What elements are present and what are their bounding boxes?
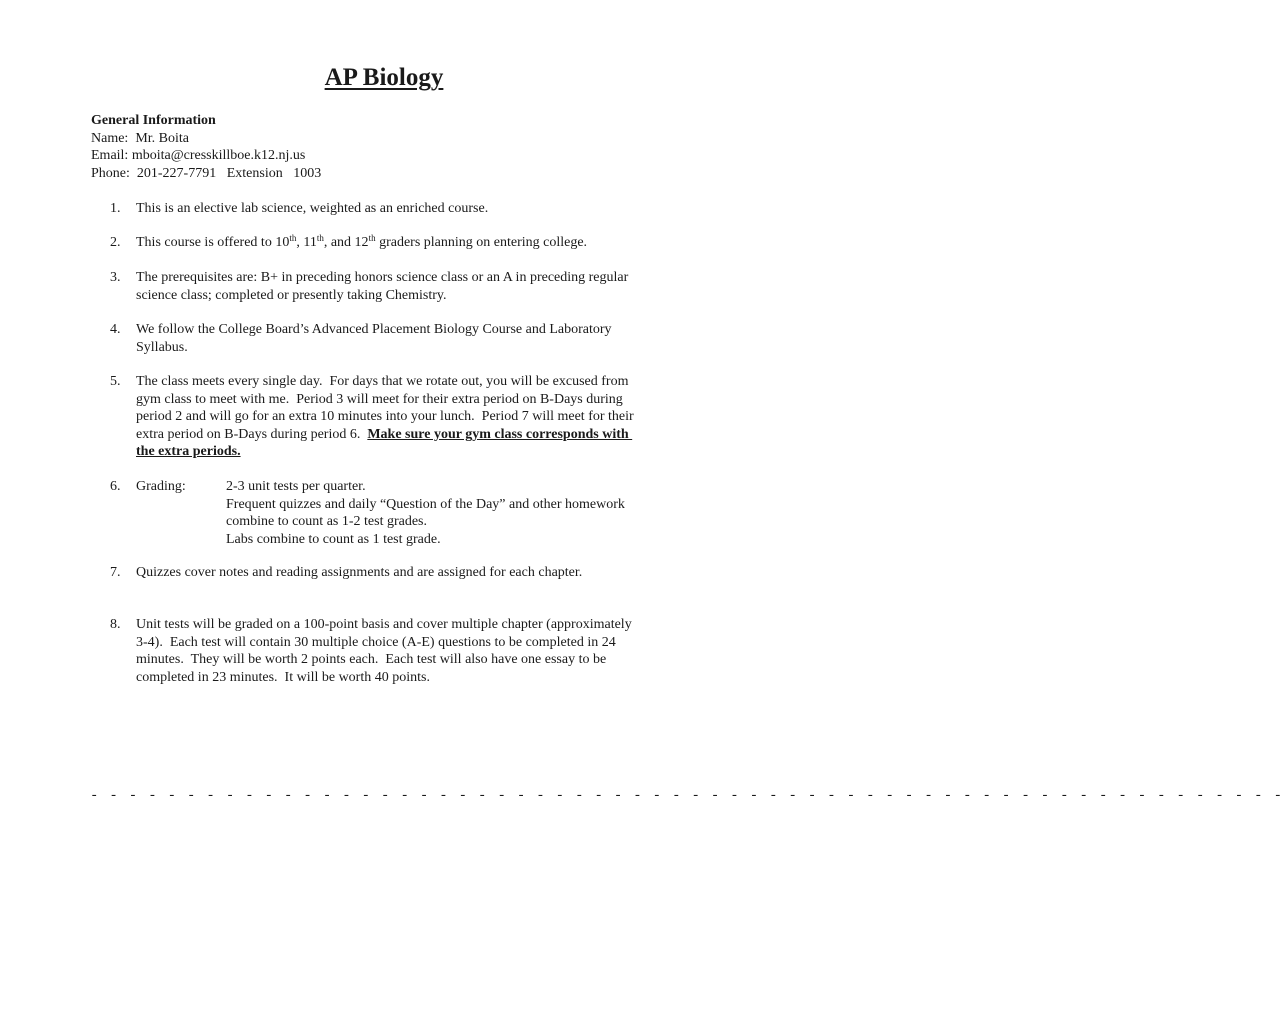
text-line: We follow the College Board’s Advanced Placement Biology Course and Laboratory — [136, 322, 612, 337]
item-number: 2. — [110, 235, 121, 250]
item-text — [136, 321, 681, 356]
text-line: combine to count as 1-2 test grades. — [226, 514, 428, 529]
ordinal-superscript: th — [368, 233, 376, 243]
text-line: period 2 and will go for an extra 10 minutes into your lunch. Period 7 will meet for their — [136, 409, 634, 424]
item-text — [136, 269, 681, 304]
item-number: 4. — [110, 322, 121, 337]
ordinal-superscript: th — [289, 233, 297, 243]
text-line: Syllabus. — [136, 339, 188, 355]
item-text: This is an elective lab science, weighted as an enriched course. — [136, 201, 489, 216]
text-line: Unit tests will be graded on a 100-point basis and cover multiple chapter (approximately — [136, 617, 632, 632]
text-line: minutes. They will be worth 2 points each. Each test will also have one essay to be — [136, 652, 607, 667]
page-title: AP Biology — [324, 64, 444, 91]
text-part: , 11 — [296, 235, 317, 250]
text-line: 3-4). Each test will contain 30 multiple choice (A-E) questions to be completed in 24 — [136, 634, 616, 650]
text-part: extra period on B-Days during period 6. — [136, 426, 368, 442]
grading-label: Grading: — [136, 479, 186, 494]
general-information — [91, 112, 321, 182]
item-number: 3. — [110, 270, 121, 285]
dashed-separator: - - - - - - - - - - - - - - - - - - - - - - - - - - - - - - - - - - - - - - - - - - - - - - - - - - - - - - - - - - - - - - — [90, 788, 1283, 804]
item-number: 7. — [110, 565, 121, 580]
item-number: 6. — [110, 479, 121, 494]
item-text — [136, 373, 681, 461]
text-part: graders planning on entering college. — [375, 235, 588, 250]
text-line: 2-3 unit tests per quarter. — [226, 479, 366, 494]
item-text — [136, 234, 681, 252]
text-line: science class; completed or presently taking Chemistry. — [136, 287, 447, 303]
text-line: gym class to meet with me. Period 3 will meet for their extra period on B-Days during — [136, 391, 623, 407]
item-text — [136, 616, 681, 686]
text-line: completed in 23 minutes. It will be worth 40 points. — [136, 669, 430, 685]
text-line: The prerequisites are: B+ in preceding honors science class or an A in preceding regular — [136, 270, 629, 285]
grading-details — [226, 478, 686, 548]
item-number: 5. — [110, 374, 121, 389]
teacher-email: Email: mboita@cresskillboe.k12.nj.us — [91, 148, 306, 163]
text-line: The class meets every single day. For days that we rotate out, you will be excused from — [136, 374, 629, 389]
text-line — [136, 426, 681, 444]
ordinal-superscript: th — [316, 233, 324, 243]
text-line: Labs combine to count as 1 test grade. — [226, 531, 441, 547]
text-line: Frequent quizzes and daily “Question of the Day” and other homework — [226, 496, 625, 512]
teacher-name: Name: Mr. Boita — [91, 130, 189, 146]
teacher-phone: Phone: 201-227-7791 Extension 1003 — [91, 165, 322, 181]
item-number: 1. — [110, 201, 121, 216]
item-text: Quizzes cover notes and reading assignments and are assigned for each chapter. — [136, 565, 583, 580]
emphasis-text: the extra periods. — [136, 444, 241, 459]
item-number: 8. — [110, 617, 121, 632]
text-part: This course is offered to 10 — [136, 235, 290, 250]
text-part: , and 12 — [323, 235, 369, 250]
emphasis-text: Make sure your gym class corresponds with — [367, 426, 633, 442]
section-heading: General Information — [91, 113, 216, 128]
